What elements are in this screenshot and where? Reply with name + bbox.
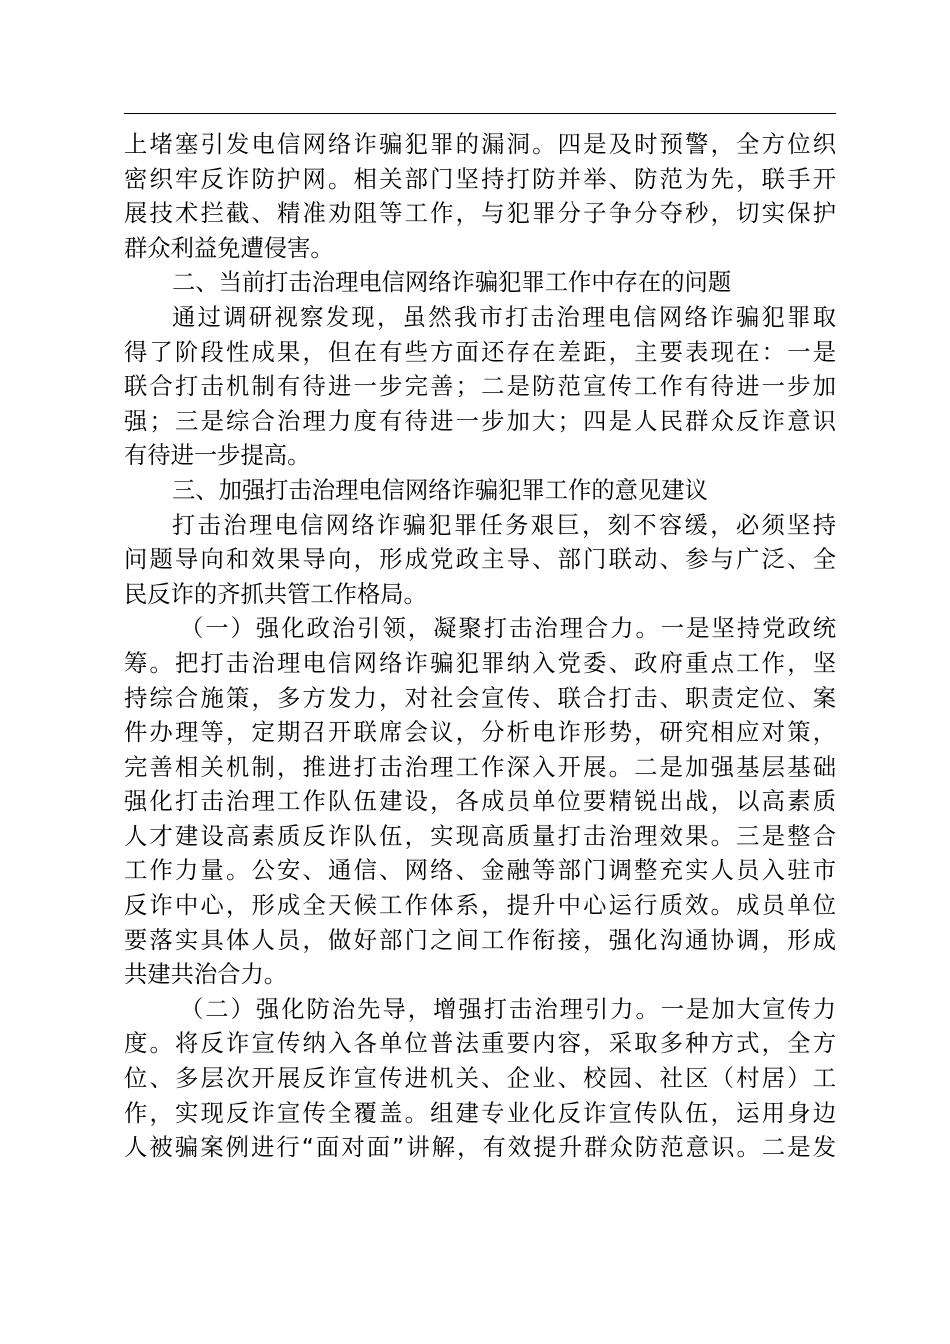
text-line: 反诈中心，形成全天候工作体系，提升中心运行质效。成员单位 [124, 892, 836, 920]
text-line: 筹。把打击治理电信网络诈骗犯罪纳入党委、政府重点工作，坚 [124, 649, 836, 677]
text-line: 完善相关机制，推进打击治理工作深入开展。二是加强基层基础 [124, 753, 836, 781]
text-line: 上堵塞引发电信网络诈骗犯罪的漏洞。四是及时预警，全方位织 [124, 131, 836, 158]
text-line: 密织牢反诈防护网。相关部门坚持打防并举、防范为先，联手开 [124, 165, 836, 193]
text-line: 度。将反诈宣传纳入各单位普法重要内容，采取多种方式，全方 [124, 1030, 836, 1058]
text-line: 强；三是综合治理力度有待进一步加大；四是人民群众反诈意识 [124, 407, 836, 435]
text-line: 有待进一步提高。 [124, 442, 311, 470]
text-line: 联合打击机制有待进一步完善；二是防范宣传工作有待进一步加 [124, 373, 836, 401]
text-line: 展技术拦截、精准劝阻等工作，与犯罪分子争分夺秒，切实保护 [124, 200, 836, 228]
header-rule [124, 113, 836, 114]
text-line: 件办理等，定期召开联席会议，分析电诈形势，研究相应对策， [124, 719, 836, 747]
text-line: 人被骗案例进行“面对面”讲解，有效提升群众防范意识。二是发 [124, 1134, 836, 1162]
text-line: 位、多层次开展反诈宣传进机关、企业、校园、社区（村居）工 [124, 1065, 836, 1093]
text-line: 民反诈的齐抓共管工作格局。 [124, 580, 427, 608]
section-heading: 三、加强打击治理电信网络诈骗犯罪工作的意见建议 [172, 476, 708, 504]
text-line: 问题导向和效果导向，形成党政主导、部门联动、参与广泛、全 [124, 546, 836, 574]
text-line: 持综合施策，多方发力，对社会宣传、联合打击、职责定位、案 [124, 684, 836, 712]
text-line: 得了阶段性成果，但在有些方面还存在差距，主要表现在：一是 [124, 338, 836, 366]
text-line: 强化打击治理工作队伍建设，各成员单位要精锐出战，以高素质 [124, 788, 836, 816]
text-line: 群众利益免遭侵害。 [124, 234, 334, 262]
subsection-line: （二）强化防治先导，增强打击治理引力。一是加大宣传力 [180, 995, 836, 1023]
section-heading: 二、当前打击治理电信网络诈骗犯罪工作中存在的问题 [172, 269, 732, 297]
text-line: 通过调研视察发现，虽然我市打击治理电信网络诈骗犯罪取 [172, 303, 836, 331]
text-line: 打击治理电信网络诈骗犯罪任务艰巨，刻不容缓，必须坚持 [172, 511, 836, 539]
text-line: 共建共治合力。 [124, 961, 288, 989]
text-line: 工作力量。公安、通信、网络、金融等部门调整充实人员入驻市 [124, 857, 836, 885]
text-line: 人才建设高素质反诈队伍，实现高质量打击治理效果。三是整合 [124, 822, 836, 850]
document-body [124, 128, 836, 1166]
text-line: 要落实具体人员，做好部门之间工作衔接，强化沟通协调，形成 [124, 926, 836, 954]
subsection-line: （一）强化政治引领，凝聚打击治理合力。一是坚持党政统 [180, 615, 836, 643]
text-line: 作，实现反诈宣传全覆盖。组建专业化反诈宣传队伍，运用身边 [124, 1099, 836, 1127]
